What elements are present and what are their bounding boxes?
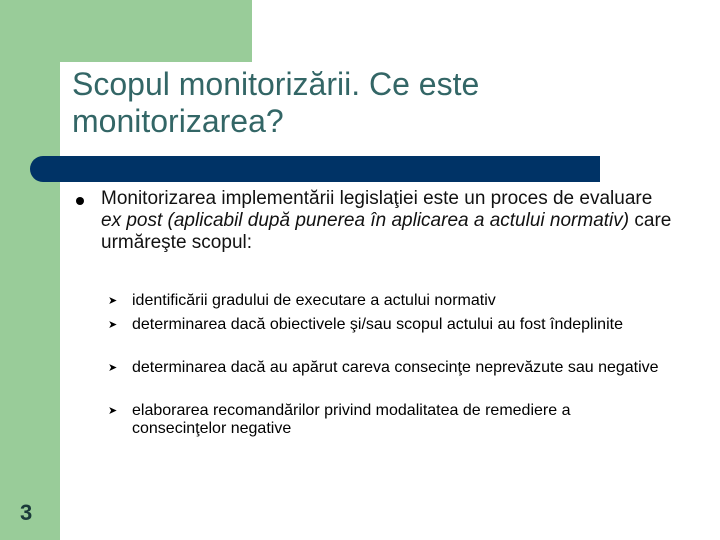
title-underline-bar — [30, 156, 600, 182]
sub-bullet-item — [108, 359, 668, 377]
sub-bullet-text: identificării gradului de executare a actului normativ — [132, 292, 496, 309]
slide-title: Scopul monitorizării. Ce este monitorizarea? — [72, 66, 480, 139]
sub-bullet-text: determinarea dacă obiectivele şi/sau scopul actului au fost îndeplinite — [132, 316, 623, 333]
green-side-panel — [0, 0, 60, 540]
arrow-bullet-icon: ➤ — [108, 319, 118, 331]
sub-bullet-item — [108, 292, 668, 310]
sub-bullet-text: determinarea dacă au apărut careva consecinţe neprevăzute sau negative — [132, 359, 659, 376]
sub-bullet-text: elaborarea recomandărilor privind modalitatea de remediere a consecinţelor negative — [132, 402, 571, 437]
main-bullet-part1: Monitorizarea implementării legislaţiei este un proces de evaluare — [101, 188, 653, 209]
green-top-block — [60, 0, 252, 62]
sub-bullet-item — [108, 402, 668, 438]
sub-bullet-item — [108, 316, 668, 334]
arrow-bullet-icon: ➤ — [108, 405, 118, 417]
page-number: 3 — [20, 500, 33, 525]
main-bullet-dot-icon — [76, 197, 84, 205]
arrow-bullet-icon: ➤ — [108, 295, 118, 307]
main-bullet-italic: ex post (aplicabil după punerea în aplicarea a actului normativ) — [101, 210, 630, 231]
main-bullet-text — [101, 188, 676, 254]
main-bullet-part2: care urmăreşte scopul: — [101, 210, 672, 253]
arrow-bullet-icon: ➤ — [108, 362, 118, 374]
